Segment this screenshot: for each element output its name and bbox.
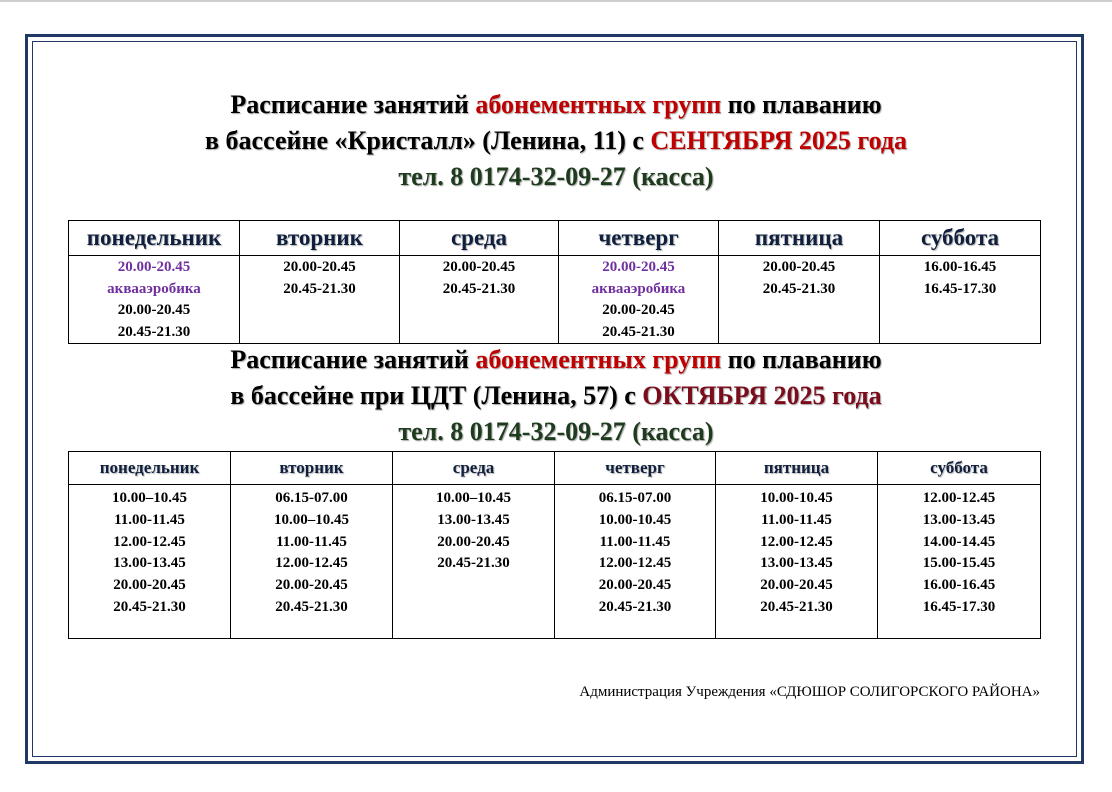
time-slot: 20.00-20.45 <box>117 302 191 318</box>
table-header-row <box>69 221 1041 256</box>
time-slot: 13.00-13.45 <box>922 511 996 528</box>
time-slot: 20.45-21.30 <box>762 280 836 297</box>
section2-location-text: в бассейне при ЦДТ (Ленина, 57) с <box>230 381 643 410</box>
day-header: среда <box>393 452 555 485</box>
time-slot: 12.00-12.45 <box>922 490 996 506</box>
time-slot: 12.00-12.45 <box>760 533 833 550</box>
time-slot: 13.00-13.45 <box>760 555 833 572</box>
time-slot: 10.00-10.45 <box>760 490 833 506</box>
day-slots-tuesday <box>231 485 393 639</box>
section2-title-text-end: по плаванию <box>721 345 882 374</box>
time-slot: 11.00-11.45 <box>599 533 671 550</box>
time-slot: 12.00-12.45 <box>275 555 348 572</box>
time-slot: 11.00-11.45 <box>761 511 832 528</box>
time-slot: 20.45-21.30 <box>275 598 348 615</box>
time-slot: 11.00-11.45 <box>114 511 185 528</box>
time-slot: 13.00-13.45 <box>113 555 186 572</box>
time-slot: 11.00-11.45 <box>276 533 347 550</box>
day-slots-monday <box>69 256 240 344</box>
time-slot: 20.00-20.45 <box>762 259 836 275</box>
time-slot: 20.00-20.45 <box>283 259 356 275</box>
top-border-line <box>0 0 1112 2</box>
time-slot: 20.45-21.30 <box>117 323 191 340</box>
section1-title <box>0 87 1112 123</box>
day-header: четверг <box>559 221 719 256</box>
time-slot: 12.00-12.45 <box>113 533 186 550</box>
section1-schedule-table <box>68 220 1041 344</box>
time-slot: 20.45-21.30 <box>283 280 356 297</box>
time-slot: 15.00-15.45 <box>922 555 996 572</box>
time-slot: 20.00-20.45 <box>437 533 510 550</box>
day-header: суббота <box>878 452 1041 485</box>
time-slot: 16.00-16.45 <box>922 577 996 594</box>
time-slot: 20.00-20.45 <box>602 259 675 275</box>
time-slot: 16.45-17.30 <box>922 598 996 615</box>
section1-start-date: СЕНТЯБРЯ 2025 года <box>650 126 907 155</box>
section1-title-text-end: по плаванию <box>721 90 882 119</box>
section1-phone: тел. 8 0174-32-09-27 (касса) <box>398 162 714 191</box>
section1-location-text: в бассейне «Кристалл» (Ленина, 11) с <box>205 126 651 155</box>
section1-title-highlight: абонементных групп <box>475 90 722 119</box>
section1-title-text: Расписание занятий <box>230 90 476 119</box>
time-slot: 20.45-21.30 <box>602 323 675 340</box>
day-slots-wednesday <box>393 485 555 639</box>
day-slots-monday <box>69 485 231 639</box>
day-slots-saturday <box>880 256 1041 344</box>
activity-label: аквааэробика <box>591 280 686 297</box>
day-header: пятница <box>719 221 880 256</box>
day-slots-saturday <box>878 485 1041 639</box>
day-header: пятница <box>716 452 878 485</box>
time-slot: 20.00-20.45 <box>598 577 672 594</box>
time-slot: 10.00-10.45 <box>598 511 672 528</box>
footer-signature: Администрация Учреждения «СДЮШОР СОЛИГОРСКОГО РАЙОНА» <box>579 684 1040 700</box>
time-slot: 20.45-21.30 <box>113 598 186 615</box>
day-header: четверг <box>555 452 716 485</box>
day-slots-tuesday <box>240 256 400 344</box>
section2-location <box>0 378 1112 414</box>
time-slot: 20.00-20.45 <box>117 259 191 275</box>
time-slot: 20.00-20.45 <box>602 302 675 318</box>
day-header: вторник <box>231 452 393 485</box>
time-slot: 14.00-14.45 <box>922 533 996 550</box>
time-slot: 06.15-07.00 <box>275 490 348 506</box>
section2-title-text: Расписание занятий <box>230 345 476 374</box>
time-slot: 20.45-21.30 <box>442 280 516 297</box>
day-header: понедельник <box>69 221 240 256</box>
time-slot: 13.00-13.45 <box>437 511 510 528</box>
time-slot: 10.00–10.45 <box>274 511 349 528</box>
time-slot: 20.00-20.45 <box>113 577 186 594</box>
day-header: вторник <box>240 221 400 256</box>
time-slot: 16.00-16.45 <box>923 259 997 275</box>
section2-phone: тел. 8 0174-32-09-27 (касса) <box>398 417 714 446</box>
time-slot: 12.00-12.45 <box>598 555 672 572</box>
time-slot: 20.00-20.45 <box>760 577 833 594</box>
day-header: суббота <box>880 221 1041 256</box>
time-slot: 10.00–10.45 <box>112 490 187 506</box>
section2-schedule-table <box>68 451 1041 639</box>
time-slot: 20.00-20.45 <box>442 259 516 275</box>
section2-title-highlight: абонементных групп <box>475 345 722 374</box>
table-header-row <box>69 452 1041 485</box>
time-slot: 06.15-07.00 <box>598 490 672 506</box>
day-slots-thursday <box>559 256 719 344</box>
table-row <box>69 485 1041 639</box>
time-slot: 16.45-17.30 <box>923 280 997 297</box>
section1-heading <box>0 87 1112 195</box>
day-header: среда <box>400 221 559 256</box>
day-header: понедельник <box>69 452 231 485</box>
day-slots-wednesday <box>400 256 559 344</box>
time-slot: 20.00-20.45 <box>275 577 348 594</box>
section2-title <box>0 342 1112 378</box>
section2-heading <box>0 342 1112 450</box>
day-slots-thursday <box>555 485 716 639</box>
time-slot: 20.45-21.30 <box>598 598 672 615</box>
day-slots-friday <box>716 485 878 639</box>
activity-label: аквааэробика <box>107 280 201 297</box>
section2-start-date: ОКТЯБРЯ 2025 года <box>642 381 882 410</box>
time-slot: 10.00–10.45 <box>436 490 511 506</box>
section1-location <box>0 123 1112 159</box>
day-slots-friday <box>719 256 880 344</box>
time-slot: 20.45-21.30 <box>437 555 510 572</box>
time-slot: 20.45-21.30 <box>760 598 833 615</box>
table-row <box>69 256 1041 344</box>
